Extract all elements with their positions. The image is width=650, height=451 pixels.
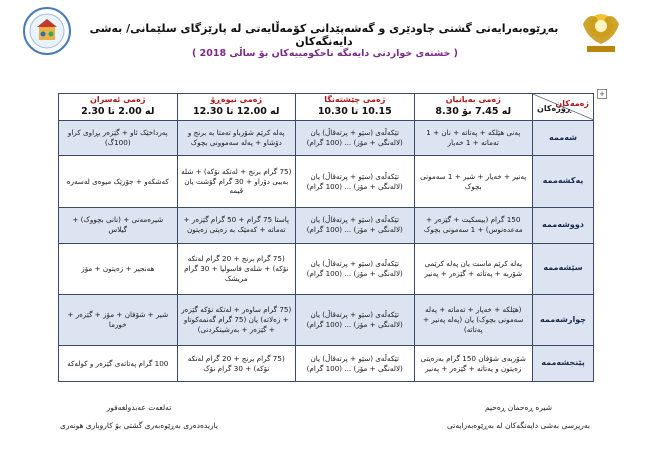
signer-title: یاریدەدەری بەڕێوەبەری گشتی بۆ کاروباری هونەری: [60, 421, 218, 430]
column-time: لە 12.00 تا 12.30: [192, 105, 280, 117]
table-row: [59, 243, 594, 294]
table-cell: تێکەڵەی (سێو + پرتەقاڵ) یان (لالەنگی + مۆز) ... (100 گرام): [296, 346, 415, 382]
table-corner-cell: [533, 94, 594, 121]
day-label: پێنجشەممە: [533, 346, 594, 382]
page-subtitle: ( خشتەی خواردنی دایەنگە ناحکومییەکان بۆ ساڵی 2018 ): [191, 48, 459, 59]
column-title: ژەمی نیوەڕۆ: [210, 95, 263, 104]
table-row: [59, 346, 594, 382]
table-cell: تێکەڵەی (سێو + پرتەقاڵ) یان (لالەنگی + مۆز) ... (100 گرام): [296, 243, 415, 294]
meal-schedule-table: [58, 93, 594, 382]
table-cell: (75 گرام برنج + لەتکە نۆکە) + شلە بەیبی دۆراو + 30 گرام گۆشت یان قیمە: [177, 156, 296, 207]
column-title: ژەمی بەیانیان: [445, 95, 501, 104]
table-row: [59, 120, 594, 156]
table-cell: تێکەڵەی (سێو + پرتەقاڵ) یان (لالەنگی + مۆز) ... (100 گرام): [296, 120, 415, 156]
column-header-lunch: [177, 94, 296, 121]
table-row: [59, 294, 594, 345]
ministry-logo-icon: [22, 6, 72, 56]
table-cell: 150 گرام (بیسکیت + گێزەر + مەعدەنوس) + 1 سەمونی بچوک: [414, 207, 533, 243]
corner-label-meals: ژەمەکان: [555, 99, 589, 108]
column-header-snack: [296, 94, 415, 121]
table-cell: شیرەمەنی + (نانی بچووک) + گیلاس: [59, 207, 178, 243]
table-cell: پەنی هێلکە + پەتاتە + نان + 1 تەماتە + 1 خەیار: [414, 120, 533, 156]
table-cell: پەلە کرێم ماست یان پەلە کرێمی شۆربە + پەتاتە + گێزەر + پەنیر: [414, 243, 533, 294]
table-cell: پەنیر + خەیار + شیر + 1 سەمونی بچوک: [414, 156, 533, 207]
day-label: شەممە: [533, 120, 594, 156]
table-cell: پەلە کرێم شۆرباو تەمتا بە برنج و دۆشاو + پەلە سەموونی بچوک: [177, 120, 296, 156]
column-time: لە 2.00 تا 2.30: [81, 105, 155, 117]
table-row: [59, 156, 594, 207]
column-header-afternoon: [59, 94, 178, 121]
signature-block-left: [60, 403, 218, 439]
day-label: سێشەممە: [533, 243, 594, 294]
column-title: ژەمی چێشتەنگا: [324, 95, 386, 104]
table-header-row: [59, 94, 594, 121]
page-title: بەڕێوەبەرایەتی گشتی چاودێری و گەشەپێدانی کۆمەڵایەتی لە پارێزگای سلێمانی/ بەشی دایەنگەکان: [89, 22, 559, 48]
day-label: دووشەممە: [533, 207, 594, 243]
table-cell: (75 گرام برنج + 20 گرام لەتکە نۆکە) + 30 گرام نۆک: [177, 346, 296, 382]
signer-name: شیرە ڕەحمان ڕەحیم: [484, 403, 553, 412]
table-cell: تێکەڵەی (سێو + پرتەقاڵ) یان (لالەنگی + مۆز) ... (100 گرام): [296, 156, 415, 207]
column-time: 10.15 تا 10.30: [317, 105, 392, 117]
table-cell: هەنجیر + زەیتون + مۆز: [59, 243, 178, 294]
table-move-handle-icon[interactable]: +: [597, 89, 607, 99]
column-header-breakfast: [414, 94, 533, 121]
day-label: یەکشەممە: [533, 156, 594, 207]
column-time: لە 7.45 بۆ 8.30: [435, 105, 512, 117]
table-cell: پاستا 75 گرام + 50 گرام گێزەر + تەماتە + کەمێک بە زەیتی زەیتون: [177, 207, 296, 243]
table-cell: (75 گرام برنج + 20 گرام لەتکە نۆکە) + شلەی فاسولیا + 30 گرام مریشک: [177, 243, 296, 294]
table-cell: (75 گرام ساوەر + لەتکە نۆکە گێزەر + زەلاتە) یان (75 گرام گەنمەکوتاو + گێزەر + بەرشینکردنی): [177, 294, 296, 345]
table-cell: کەشکەو + جۆرێک میوەی لەسەرە: [59, 156, 178, 207]
signer-title: بەرپرسی بەشی دایەنگەکان لە بەڕێوەبەرایەتی: [447, 421, 590, 430]
table-cell: پەرداخێک ئاو + گێزەر بڕاوی کراو (100گ): [59, 120, 178, 156]
signature-block-right: [447, 403, 590, 439]
kurdistan-emblem-icon: [575, 4, 627, 58]
column-title: ژەمی ئەسران: [90, 95, 146, 104]
table-cell: شۆربەی شۆفان 150 گرام بەزەیتی زەیتون و پەتاتە + گێزەر + پەنیر: [414, 346, 533, 382]
table-cell: شیر + شۆفان + مۆز + گێزەر + خورما: [59, 294, 178, 345]
table-cell: (هێلکە + خەیار + تەماتە + پەلە سەمونی بچوک) یان (پەلە پەنیر + پەتاتە): [414, 294, 533, 345]
table-row: [59, 207, 594, 243]
signer-name: تەلعەت عەبدولغەفور: [106, 403, 172, 412]
table-cell: تێکەڵەی (سێو + پرتەقاڵ) یان (لالەنگی + مۆز) ... (100 گرام): [296, 294, 415, 345]
table-cell: تێکەڵەی (سێو + پرتەقاڵ) یان (لالەنگی + مۆز) ... (100 گرام): [296, 207, 415, 243]
corner-label-days: ڕۆژەکان: [537, 103, 572, 113]
day-label: چوارشەممە: [533, 294, 594, 345]
table-cell: 100 گرام پەتاتەی گێزەر و کولەکە: [59, 346, 178, 382]
